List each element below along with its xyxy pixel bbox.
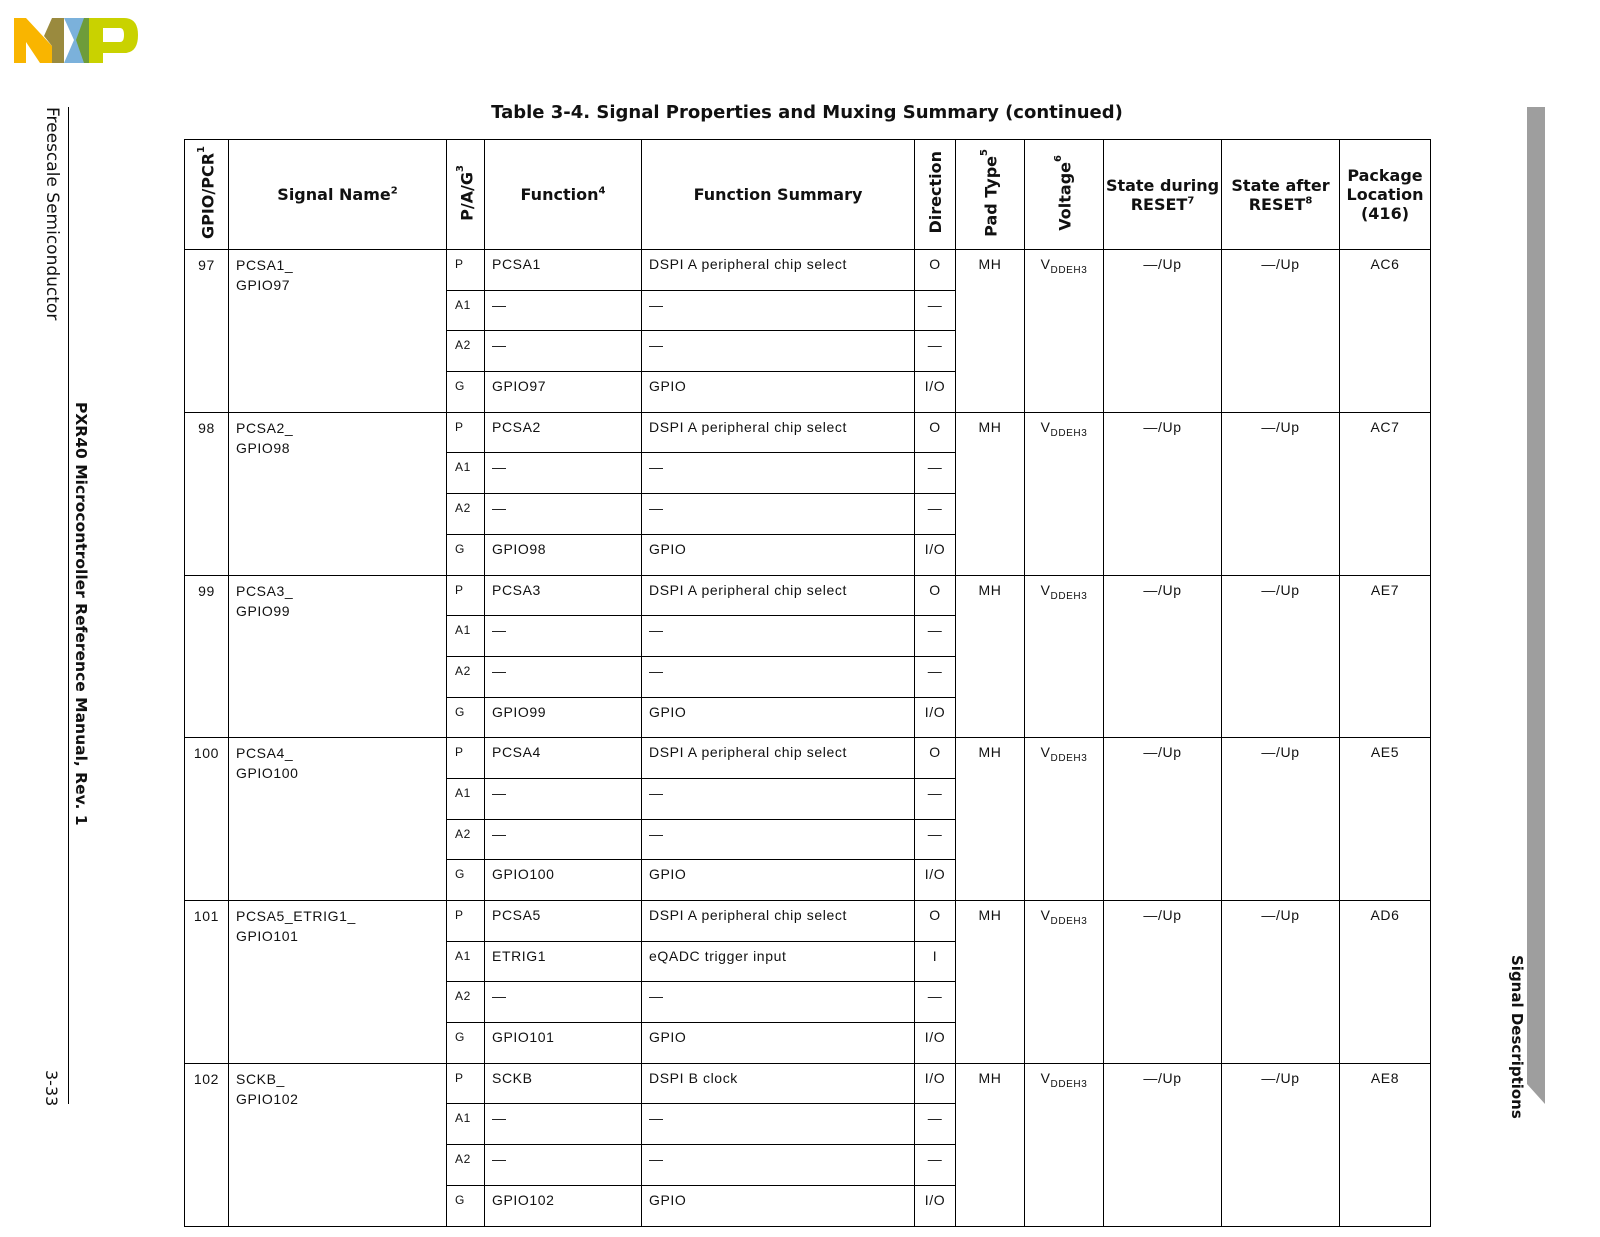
function-cell: — [485, 331, 642, 372]
function-cell: ETRIG1 [485, 941, 642, 982]
function-summary-cell: — [642, 616, 915, 657]
function-summary-cell: GPIO [642, 1185, 915, 1226]
table-row [185, 1063, 1431, 1104]
direction-cell: I/O [915, 1063, 956, 1104]
package-location-cell: AE5 [1340, 738, 1431, 901]
header-footnote: 3 [454, 164, 466, 172]
signal-name-part: GPIO99 [236, 602, 291, 619]
header-label: State during RESET$^7$ [1105, 175, 1220, 214]
pag-cell: P [447, 250, 485, 291]
voltage-cell [1025, 1063, 1104, 1226]
pag-cell: A2 [447, 819, 485, 860]
function-summary-cell: GPIO [642, 1023, 915, 1064]
signal-name-part: GPIO100 [236, 765, 299, 782]
voltage-sub: DDEH3 [1050, 264, 1088, 276]
voltage-sub: DDEH3 [1050, 590, 1088, 602]
voltage-sub: DDEH3 [1050, 915, 1088, 927]
function-cell: SCKB [485, 1063, 642, 1104]
function-cell: — [485, 778, 642, 819]
direction-cell: I/O [915, 534, 956, 575]
signal-name-cell [229, 1063, 447, 1226]
section-label: Signal Descriptions [1508, 955, 1526, 1119]
package-location-cell: AC7 [1340, 412, 1431, 575]
voltage-base: V [1040, 744, 1051, 761]
pad-type-cell: MH [956, 738, 1025, 901]
direction-cell: I/O [915, 372, 956, 413]
function-summary-cell: DSPI A peripheral chip select [642, 412, 915, 453]
gpio-pcr-cell: 102 [185, 1063, 229, 1226]
signal-name-cell [229, 738, 447, 901]
function-summary-cell: — [642, 1104, 915, 1145]
function-cell: GPIO97 [485, 372, 642, 413]
voltage-base: V [1040, 1069, 1051, 1086]
direction-cell: — [915, 1145, 956, 1186]
function-summary-cell: GPIO [642, 860, 915, 901]
margin-rule [68, 107, 69, 1104]
direction-cell: O [915, 250, 956, 291]
header-label: Package Location (416) [1346, 166, 1424, 223]
pag-cell: A2 [447, 982, 485, 1023]
function-summary-cell: — [642, 1145, 915, 1186]
direction-cell: I [915, 941, 956, 982]
pad-type-cell: MH [956, 575, 1025, 738]
header-label: Pad Type$^5$ [979, 148, 1001, 237]
state-during-reset-cell: —/Up [1104, 1063, 1222, 1226]
nxp-logo [14, 18, 138, 63]
function-cell: GPIO102 [485, 1185, 642, 1226]
header-cell [447, 140, 485, 250]
signal-name-cell [229, 250, 447, 413]
function-summary-cell: DSPI B clock [642, 1063, 915, 1104]
header-label: Voltage$^6$ [1053, 154, 1075, 231]
function-cell: GPIO98 [485, 534, 642, 575]
pag-cell: P [447, 412, 485, 453]
voltage-base: V [1040, 256, 1051, 272]
function-cell: — [485, 1145, 642, 1186]
signal-name-cell [229, 575, 447, 738]
voltage-base: V [1040, 581, 1051, 598]
state-during-reset-cell: —/Up [1104, 738, 1222, 901]
state-after-reset-cell: —/Up [1222, 1063, 1340, 1226]
direction-cell: I/O [915, 1185, 956, 1226]
table-row [185, 901, 1431, 942]
header-row [185, 140, 1431, 250]
function-cell: — [485, 819, 642, 860]
header-footnote: 5 [979, 148, 991, 156]
signal-name-cell [229, 901, 447, 1064]
header-footnote: 2 [390, 185, 398, 197]
header-cell [915, 140, 956, 250]
pag-cell: A2 [447, 1145, 485, 1186]
header-label: Function Summary [693, 185, 863, 204]
section-tab [1527, 107, 1545, 1104]
header-cell [485, 140, 642, 250]
direction-cell: — [915, 453, 956, 494]
direction-cell: — [915, 494, 956, 535]
function-cell: PCSA4 [485, 738, 642, 779]
signal-name-part: SCKB_ [236, 1070, 285, 1087]
gpio-pcr-cell: 101 [185, 901, 229, 1064]
signal-table [184, 139, 1431, 1227]
header-footnote: 1 [195, 145, 207, 153]
pag-cell: G [447, 1023, 485, 1064]
pad-type-cell: MH [956, 412, 1025, 575]
function-cell: GPIO99 [485, 697, 642, 738]
table-row [185, 575, 1431, 616]
package-location-cell: AC6 [1340, 250, 1431, 413]
function-cell: — [485, 616, 642, 657]
pag-cell: G [447, 697, 485, 738]
header-label: GPIO/PCR$^1$ [195, 145, 218, 239]
function-summary-cell: — [642, 494, 915, 535]
direction-cell: I/O [915, 1023, 956, 1064]
direction-cell: — [915, 331, 956, 372]
pag-cell: A1 [447, 453, 485, 494]
pag-cell: P [447, 738, 485, 779]
function-cell: PCSA2 [485, 412, 642, 453]
voltage-sub: DDEH3 [1050, 427, 1088, 439]
pag-cell: G [447, 372, 485, 413]
direction-cell: — [915, 982, 956, 1023]
header-footnote: 6 [1053, 154, 1065, 162]
function-cell: — [485, 290, 642, 331]
voltage-cell [1025, 738, 1104, 901]
function-summary-cell: DSPI A peripheral chip select [642, 250, 915, 291]
header-cell [1340, 140, 1431, 250]
header-cell [1222, 140, 1340, 250]
pag-cell: P [447, 575, 485, 616]
header-label: $P/A/G^3$ [454, 164, 477, 221]
pag-cell: A1 [447, 616, 485, 657]
signal-name-part: PCSA4_ [236, 745, 294, 762]
voltage-cell [1025, 250, 1104, 413]
state-after-reset-cell: —/Up [1222, 738, 1340, 901]
table-title: Table 3-4. Signal Properties and Muxing Summary (continued) [491, 102, 1123, 123]
header-cell [1025, 140, 1104, 250]
state-during-reset-cell: —/Up [1104, 250, 1222, 413]
direction-cell: O [915, 412, 956, 453]
header-label: State after RESET$^8$ [1231, 175, 1330, 214]
gpio-pcr-cell: 98 [185, 412, 229, 575]
voltage-cell [1025, 575, 1104, 738]
signal-name-part: GPIO97 [236, 277, 291, 293]
voltage-base: V [1040, 418, 1051, 435]
pag-cell: A1 [447, 778, 485, 819]
function-cell: — [485, 453, 642, 494]
signal-name-part: GPIO98 [236, 439, 291, 456]
direction-cell: — [915, 290, 956, 331]
pag-cell: G [447, 860, 485, 901]
function-cell: PCSA1 [485, 250, 642, 291]
function-summary-cell: GPIO [642, 372, 915, 413]
direction-cell: I/O [915, 697, 956, 738]
pag-cell: A1 [447, 941, 485, 982]
function-cell: — [485, 1104, 642, 1145]
state-after-reset-cell: —/Up [1222, 901, 1340, 1064]
direction-cell: O [915, 738, 956, 779]
pag-cell: A1 [447, 1104, 485, 1145]
state-during-reset-cell: —/Up [1104, 901, 1222, 1064]
header-footnote: 4 [598, 185, 606, 197]
voltage-cell [1025, 412, 1104, 575]
direction-cell: — [915, 1104, 956, 1145]
direction-cell: O [915, 901, 956, 942]
function-cell: PCSA3 [485, 575, 642, 616]
voltage-cell [1025, 901, 1104, 1064]
function-cell: GPIO101 [485, 1023, 642, 1064]
header-label: Function$^4$ [520, 185, 606, 204]
header-cell [229, 140, 447, 250]
signal-name-cell [229, 412, 447, 575]
voltage-sub: DDEH3 [1050, 753, 1088, 765]
company-label: Freescale Semiconductor [42, 107, 62, 321]
function-summary-cell: DSPI A peripheral chip select [642, 901, 915, 942]
function-cell: PCSA5 [485, 901, 642, 942]
gpio-pcr-cell: 97 [185, 250, 229, 413]
function-cell: — [485, 982, 642, 1023]
function-summary-cell: — [642, 656, 915, 697]
page-number: 3-33 [42, 1070, 61, 1107]
pag-cell: A2 [447, 331, 485, 372]
function-summary-cell: — [642, 290, 915, 331]
pag-cell: P [447, 1063, 485, 1104]
state-after-reset-cell: —/Up [1222, 575, 1340, 738]
function-summary-cell: — [642, 819, 915, 860]
pad-type-cell: MH [956, 901, 1025, 1064]
signal-name-part: PCSA1_ [236, 257, 294, 273]
state-during-reset-cell: —/Up [1104, 575, 1222, 738]
table-row [185, 738, 1431, 779]
state-during-reset-cell: —/Up [1104, 412, 1222, 575]
signal-name-part: PCSA3_ [236, 582, 294, 599]
package-location-cell: AE8 [1340, 1063, 1431, 1226]
package-location-cell: AE7 [1340, 575, 1431, 738]
function-cell: — [485, 656, 642, 697]
function-summary-cell: GPIO [642, 534, 915, 575]
direction-cell: — [915, 656, 956, 697]
function-summary-cell: — [642, 982, 915, 1023]
header-cell [956, 140, 1025, 250]
gpio-pcr-cell: 100 [185, 738, 229, 901]
function-summary-cell: DSPI A peripheral chip select [642, 575, 915, 616]
signal-name-part: GPIO101 [236, 928, 299, 944]
direction-cell: — [915, 616, 956, 657]
header-cell [185, 140, 229, 250]
voltage-base: V [1040, 907, 1051, 923]
header-label: Direction [925, 151, 945, 234]
header-footnote: 8 [1305, 195, 1313, 207]
pag-cell: P [447, 901, 485, 942]
function-summary-cell: eQADC trigger input [642, 941, 915, 982]
table-row [185, 412, 1431, 453]
pad-type-cell: MH [956, 250, 1025, 413]
header-label: Signal Name$^2$ [277, 185, 398, 204]
function-cell: — [485, 494, 642, 535]
state-after-reset-cell: —/Up [1222, 250, 1340, 413]
pad-type-cell: MH [956, 1063, 1025, 1226]
pag-cell: A1 [447, 290, 485, 331]
header-cell [1104, 140, 1222, 250]
signal-name-part: PCSA2_ [236, 419, 294, 436]
header-cell [642, 140, 915, 250]
pag-cell: A2 [447, 494, 485, 535]
function-summary-cell: — [642, 331, 915, 372]
pag-cell: G [447, 1185, 485, 1226]
state-after-reset-cell: —/Up [1222, 412, 1340, 575]
function-summary-cell: DSPI A peripheral chip select [642, 738, 915, 779]
direction-cell: I/O [915, 860, 956, 901]
direction-cell: — [915, 778, 956, 819]
function-summary-cell: — [642, 778, 915, 819]
signal-name-part: PCSA5_ETRIG1_ [236, 908, 356, 924]
direction-cell: O [915, 575, 956, 616]
package-location-cell: AD6 [1340, 901, 1431, 1064]
header-footnote: 7 [1187, 195, 1195, 207]
table-row [185, 250, 1431, 291]
function-summary-cell: GPIO [642, 697, 915, 738]
manual-title: PXR40 Microcontroller Reference Manual, Rev. 1 [72, 402, 90, 826]
pag-cell: A2 [447, 656, 485, 697]
signal-name-part: GPIO102 [236, 1090, 299, 1107]
function-summary-cell: — [642, 453, 915, 494]
gpio-pcr-cell: 99 [185, 575, 229, 738]
voltage-sub: DDEH3 [1050, 1078, 1088, 1090]
direction-cell: — [915, 819, 956, 860]
pag-cell: G [447, 534, 485, 575]
function-cell: GPIO100 [485, 860, 642, 901]
